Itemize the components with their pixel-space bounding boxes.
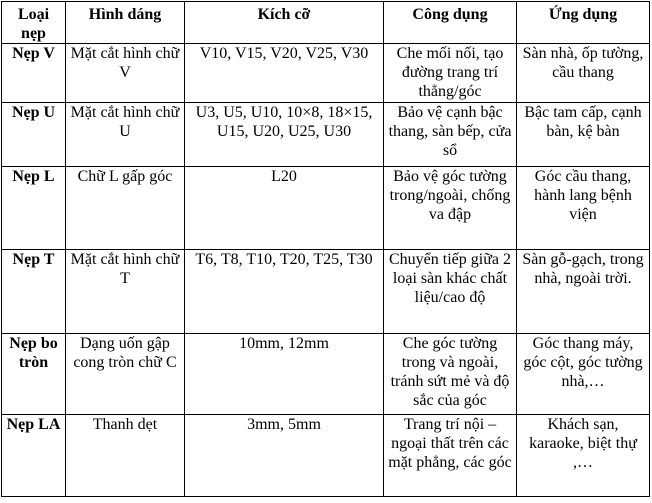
table-row <box>2 103 650 167</box>
cell-type: Nẹp T <box>2 250 66 334</box>
header-shape: Hình dáng <box>66 2 185 44</box>
cell-purpose: Che mối nối, tạo đường trang trí thẳng/góc <box>384 44 517 103</box>
header-size: Kích cỡ <box>185 2 384 44</box>
cell-type: Nẹp bo tròn <box>2 334 66 415</box>
cell-shape: Mặt cắt hình chữ T <box>66 250 185 334</box>
cell-purpose: Chuyển tiếp giữa 2 loại sàn khác chất liệu/cao độ <box>384 250 517 334</box>
cell-shape: Mặt cắt hình chữ U <box>66 103 185 167</box>
cell-type: Nẹp LA <box>2 415 66 497</box>
cell-size: T6, T8, T10, T20, T25, T30 <box>185 250 384 334</box>
cell-shape: Thanh dẹt <box>66 415 185 497</box>
cell-size: L20 <box>185 167 384 250</box>
cell-size: 3mm, 5mm <box>185 415 384 497</box>
cell-application: Khách sạn, karaoke, biệt thự ,… <box>517 415 650 497</box>
cell-purpose: Bảo vệ cạnh bậc thang, sàn bếp, cửa sổ <box>384 103 517 167</box>
table-row <box>2 334 650 415</box>
cell-purpose: Bảo vệ góc tường trong/ngoài, chống va đập <box>384 167 517 250</box>
cell-type: Nẹp L <box>2 167 66 250</box>
cell-purpose: Trang trí nội – ngoại thất trên các mặt phẳng, các góc <box>384 415 517 497</box>
cell-application: Sàn gỗ-gạch, trong nhà, ngoài trời. <box>517 250 650 334</box>
cell-purpose: Che góc tường trong và ngoài, tránh sứt mẻ và độ sắc của góc <box>384 334 517 415</box>
cell-type: Nẹp U <box>2 103 66 167</box>
header-row <box>2 2 650 44</box>
cell-application: Góc cầu thang, hành lang bệnh viện <box>517 167 650 250</box>
table-row <box>2 167 650 250</box>
table-row <box>2 250 650 334</box>
trim-types-table <box>1 1 650 497</box>
cell-shape: Mặt cắt hình chữ V <box>66 44 185 103</box>
cell-size: U3, U5, U10, 10×8, 18×15, U15, U20, U25, U30 <box>185 103 384 167</box>
cell-application: Góc thang máy, góc cột, góc tường nhà,… <box>517 334 650 415</box>
cell-application: Sàn nhà, ốp tường, cầu thang <box>517 44 650 103</box>
table-row <box>2 415 650 497</box>
cell-size: 10mm, 12mm <box>185 334 384 415</box>
header-purpose: Công dụng <box>384 2 517 44</box>
cell-shape: Chữ L gấp góc <box>66 167 185 250</box>
cell-size: V10, V15, V20, V25, V30 <box>185 44 384 103</box>
cell-application: Bậc tam cấp, cạnh bàn, kệ bàn <box>517 103 650 167</box>
cell-shape: Dạng uốn gập cong tròn chữ C <box>66 334 185 415</box>
cell-type: Nẹp V <box>2 44 66 103</box>
header-type: Loại nẹp <box>2 2 66 44</box>
table-row <box>2 44 650 103</box>
header-application: Ứng dụng <box>517 2 650 44</box>
